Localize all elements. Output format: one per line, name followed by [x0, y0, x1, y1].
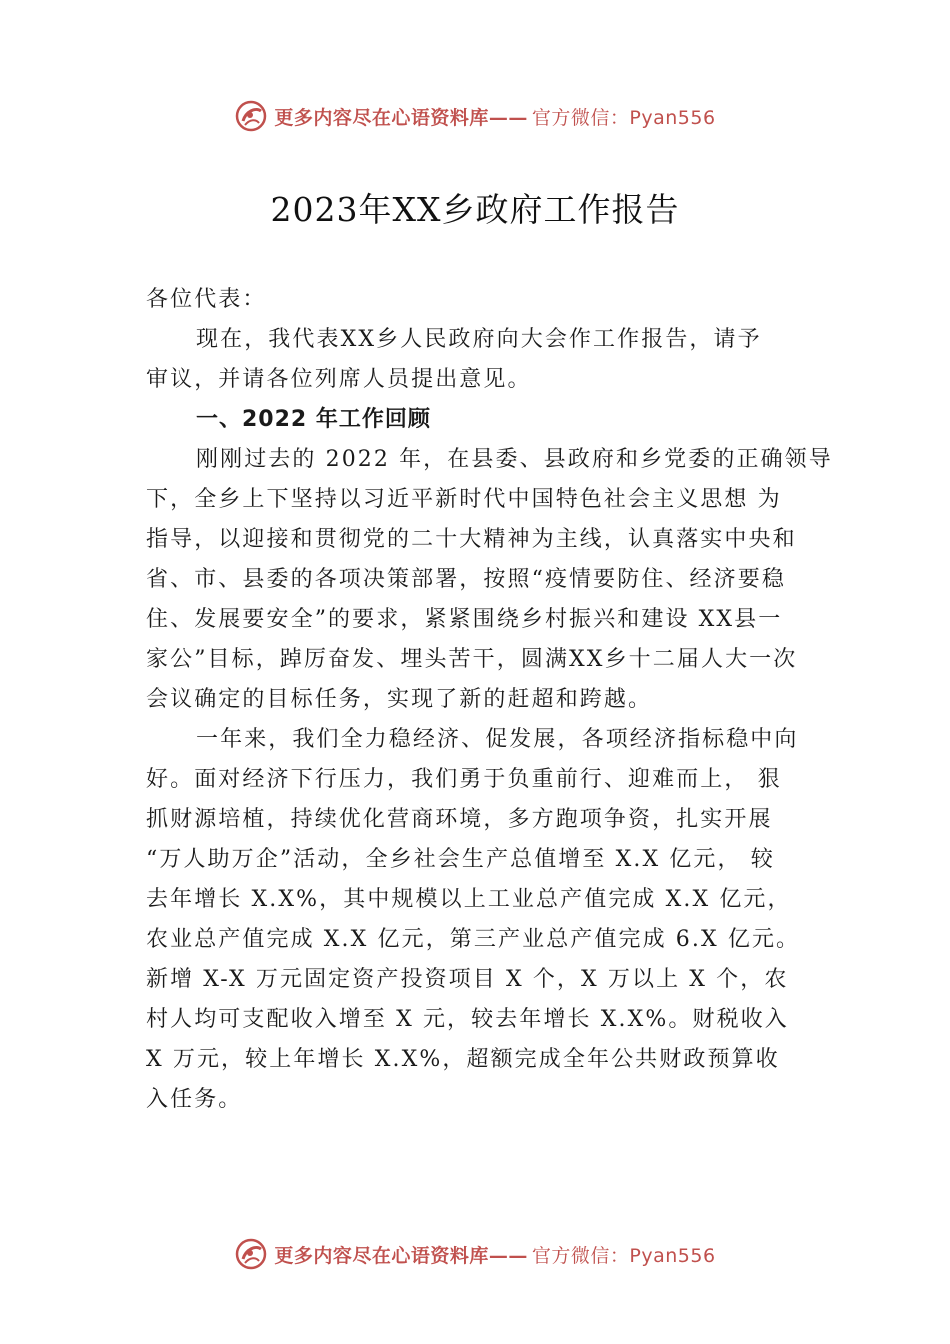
body-line: 下，全乡上下坚持以习近平新时代中国特色社会主义思想 为 — [146, 487, 782, 512]
body-line: 会议确定的目标任务，实现了新的赶超和跨越。 — [146, 687, 653, 712]
watermark-header — [0, 96, 950, 136]
red-swirl-logo-icon — [234, 99, 268, 133]
body-line: 现在，我代表XX乡人民政府向大会作工作报告，请予 — [196, 327, 762, 352]
body-line: 省、市、县委的各项决策部署，按照“疫情要防住、经济要稳 — [146, 567, 786, 592]
body-line: 新增 X-X 万元固定资产投资项目 X 个，X 万以上 X 个，农 — [146, 967, 789, 992]
watermark-wechat: 官方微信：Pyan556 — [531, 1244, 716, 1267]
body-line: 审议，并请各位列席人员提出意见。 — [146, 367, 532, 392]
watermark-text: 更多内容尽在心语资料库—— — [274, 106, 528, 129]
body-line: 住、发展要安全”的要求，紧紧围绕乡村振兴和建设 XX县一 — [146, 607, 783, 632]
watermark-wechat: 官方微信：Pyan556 — [531, 106, 716, 129]
body-line: 指导，以迎接和贯彻党的二十大精神为主线，认真落实中央和 — [146, 527, 797, 552]
body-line: 村人均可支配收入增至 X 元，较去年增长 X.X%。财税收入 — [146, 1007, 789, 1032]
body-line: 农业总产值完成 X.X 亿元，第三产业总产值完成 6.X 亿元。 — [146, 927, 801, 952]
body-line: 家公”目标，踔厉奋发、埋头苦干，圆满XX乡十二届人大一次 — [146, 647, 798, 672]
body-line: 刚刚过去的 2022 年，在县委、县政府和乡党委的正确领导 — [196, 447, 833, 472]
body-line: 抓财源培植，持续优化营商环境，多方跑项争资，扎实开展 — [146, 807, 773, 832]
red-swirl-logo-icon — [234, 1237, 268, 1271]
body-line: 入任务。 — [146, 1087, 243, 1112]
document-title: 2023年XX乡政府工作报告 — [270, 190, 680, 229]
section-heading: 一、2022 年工作回顾 — [196, 407, 431, 432]
body-line: “万人助万企”活动，全乡社会生产总值增至 X.X 亿元， 较 — [146, 847, 775, 872]
watermark-footer — [0, 1234, 950, 1274]
body-line: 好。面对经济下行压力，我们勇于负重前行、迎难而上， 狠 — [146, 767, 782, 792]
document-body — [146, 280, 836, 1120]
salutation: 各位代表： — [146, 287, 267, 312]
watermark-text: 更多内容尽在心语资料库—— — [274, 1244, 528, 1267]
body-line: X 万元，较上年增长 X.X%，超额完成全年公共财政预算收 — [146, 1047, 780, 1072]
body-line: 一年来，我们全力稳经济、促发展，各项经济指标稳中向 — [196, 727, 799, 752]
body-line: 去年增长 X.X%，其中规模以上工业总产值完成 X.X 亿元， — [146, 887, 792, 912]
